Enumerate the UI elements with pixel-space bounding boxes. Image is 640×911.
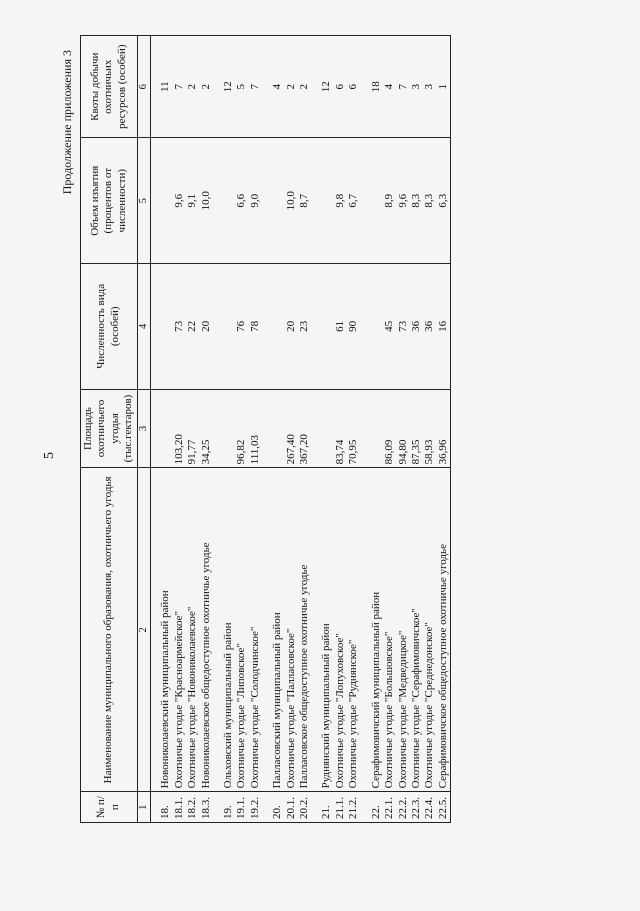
table-row: [186, 36, 199, 823]
table-row: [173, 36, 186, 823]
row-number: 21.: [320, 792, 333, 823]
col-number-3: 3: [137, 389, 151, 468]
population-cell: 73: [173, 264, 186, 390]
group-spacer-row: [262, 36, 271, 823]
spacer-cell: [213, 792, 222, 823]
hunting-ground-name: Охотничье угодье "Солодчинское": [249, 468, 262, 792]
row-number: 22.5.: [437, 792, 451, 823]
col-header-area: Площадь охотничьего угодья (тыс.гектаров): [81, 389, 138, 468]
spacer-cell: [262, 792, 271, 823]
col-number-5: 5: [137, 138, 151, 264]
table-row: [423, 36, 436, 823]
population-cell: 22: [186, 264, 199, 390]
hunting-ground-name: Палласовское общедоступное охотничье угодье: [298, 468, 311, 792]
volume-cell: [222, 138, 235, 264]
quota-cell: 2: [285, 36, 298, 138]
row-number: 22.4.: [423, 792, 436, 823]
spacer-cell: [361, 36, 370, 138]
volume-cell: 10,0: [285, 138, 298, 264]
col-header-quota: Квоты добычи охотничьих ресурсов (особей): [81, 36, 138, 138]
area-cell: [151, 389, 173, 468]
district-name: Ольховский муниципальный район: [222, 468, 235, 792]
population-cell: 45: [383, 264, 396, 390]
volume-cell: [151, 138, 173, 264]
spacer-cell: [262, 138, 271, 264]
area-cell: [370, 389, 383, 468]
district-name: Руднянский муниципальный район: [320, 468, 333, 792]
table-header-number-row: [137, 36, 151, 823]
volume-cell: 8,3: [423, 138, 436, 264]
population-cell: [370, 264, 383, 390]
quota-cell: 2: [298, 36, 311, 138]
col-header-volume: Объем изъятия (процентов от численности): [81, 138, 138, 264]
area-cell: 58,93: [423, 389, 436, 468]
row-number: 21.2.: [347, 792, 360, 823]
population-cell: 20: [285, 264, 298, 390]
population-cell: 61: [334, 264, 347, 390]
table-row: [285, 36, 298, 823]
quota-cell: 2: [200, 36, 213, 138]
volume-cell: 10,0: [200, 138, 213, 264]
row-number: 18.3.: [200, 792, 213, 823]
group-spacer-row: [311, 36, 320, 823]
area-cell: 87,35: [410, 389, 423, 468]
quota-cell: 11: [151, 36, 173, 138]
row-number: 20.1.: [285, 792, 298, 823]
spacer-cell: [262, 36, 271, 138]
row-number: 21.1.: [334, 792, 347, 823]
population-cell: [320, 264, 333, 390]
spacer-cell: [311, 36, 320, 138]
col-header-population: Численность вида (особей): [81, 264, 138, 390]
area-cell: 367,20: [298, 389, 311, 468]
table-row: [410, 36, 423, 823]
volume-cell: 6,7: [347, 138, 360, 264]
district-name: Новониколаевский муниципальный район: [151, 468, 173, 792]
hunting-ground-name: Охотничье угодье "Большовское": [383, 468, 396, 792]
row-number: 18.1.: [173, 792, 186, 823]
spacer-cell: [311, 389, 320, 468]
population-cell: 76: [235, 264, 248, 390]
row-number: 22.3.: [410, 792, 423, 823]
col-number-6: 6: [137, 36, 151, 138]
continuation-label: Продолжение приложения 3: [60, 50, 74, 195]
district-row: [370, 36, 383, 823]
area-cell: [222, 389, 235, 468]
volume-cell: [271, 138, 284, 264]
hunting-ground-name: Охотничье угодье "Серафимовичское": [410, 468, 423, 792]
quota-cell: 6: [334, 36, 347, 138]
row-number: 20.2.: [298, 792, 311, 823]
row-number: 18.2.: [186, 792, 199, 823]
row-number: 19.1.: [235, 792, 248, 823]
col-number-1: 1: [137, 792, 151, 823]
row-number: 19.: [222, 792, 235, 823]
area-cell: 111,03: [249, 389, 262, 468]
spacer-cell: [213, 138, 222, 264]
area-cell: 103,20: [173, 389, 186, 468]
area-cell: 94,80: [397, 389, 410, 468]
volume-cell: 9,6: [397, 138, 410, 264]
hunting-ground-name: Охотничье угодье "Липовское": [235, 468, 248, 792]
table-row: [347, 36, 360, 823]
area-cell: [320, 389, 333, 468]
col-number-4: 4: [137, 264, 151, 390]
area-cell: 36,96: [437, 389, 451, 468]
table-header-row: [81, 36, 138, 823]
col-header-name: Наименование муниципального образования, охотничьего угодья: [81, 468, 138, 792]
spacer-cell: [311, 264, 320, 390]
area-cell: 91,77: [186, 389, 199, 468]
table-row: [298, 36, 311, 823]
population-cell: [151, 264, 173, 390]
spacer-cell: [213, 264, 222, 390]
col-number-2: 2: [137, 468, 151, 792]
spacer-cell: [311, 468, 320, 792]
row-number: 20.: [271, 792, 284, 823]
group-spacer-row: [361, 36, 370, 823]
volume-cell: 9,8: [334, 138, 347, 264]
spacer-cell: [213, 389, 222, 468]
district-row: [222, 36, 235, 823]
table-row: [200, 36, 213, 823]
volume-cell: 6,3: [437, 138, 451, 264]
area-cell: 96,82: [235, 389, 248, 468]
spacer-cell: [262, 264, 271, 390]
hunting-ground-name: Охотничье угодье "Медведицкое": [397, 468, 410, 792]
volume-cell: [320, 138, 333, 264]
area-cell: 86,09: [383, 389, 396, 468]
row-number: 22.: [370, 792, 383, 823]
row-number: 22.2.: [397, 792, 410, 823]
population-cell: 78: [249, 264, 262, 390]
hunting-quota-table: [80, 35, 451, 823]
spacer-cell: [311, 138, 320, 264]
row-number: 18.: [151, 792, 173, 823]
volume-cell: 8,3: [410, 138, 423, 264]
population-cell: 23: [298, 264, 311, 390]
area-cell: 267,40: [285, 389, 298, 468]
volume-cell: 8,9: [383, 138, 396, 264]
spacer-cell: [361, 264, 370, 390]
col-header-num: № п/п: [81, 792, 138, 823]
population-cell: 73: [397, 264, 410, 390]
population-cell: [271, 264, 284, 390]
population-cell: 20: [200, 264, 213, 390]
group-spacer-row: [213, 36, 222, 823]
population-cell: 36: [423, 264, 436, 390]
area-cell: 83,74: [334, 389, 347, 468]
area-cell: 70,95: [347, 389, 360, 468]
quota-cell: 12: [222, 36, 235, 138]
district-row: [320, 36, 333, 823]
quota-cell: 7: [173, 36, 186, 138]
volume-cell: 8,7: [298, 138, 311, 264]
table-row: [249, 36, 262, 823]
quota-cell: 18: [370, 36, 383, 138]
quota-cell: 4: [271, 36, 284, 138]
volume-cell: 6,6: [235, 138, 248, 264]
population-cell: 90: [347, 264, 360, 390]
spacer-cell: [311, 792, 320, 823]
area-cell: [271, 389, 284, 468]
quota-cell: 3: [423, 36, 436, 138]
spacer-cell: [213, 36, 222, 138]
district-name: Серафимовичский муниципальный район: [370, 468, 383, 792]
quota-cell: 7: [249, 36, 262, 138]
quota-cell: 2: [186, 36, 199, 138]
area-cell: 34,25: [200, 389, 213, 468]
spacer-cell: [361, 468, 370, 792]
quota-cell: 4: [383, 36, 396, 138]
table-body: [151, 36, 451, 823]
spacer-cell: [213, 468, 222, 792]
row-number: 19.2.: [249, 792, 262, 823]
population-cell: 16: [437, 264, 451, 390]
quota-cell: 5: [235, 36, 248, 138]
table-row: [235, 36, 248, 823]
quota-cell: 1: [437, 36, 451, 138]
district-name: Палласовский муниципальный район: [271, 468, 284, 792]
volume-cell: 9,0: [249, 138, 262, 264]
page-number: 5: [42, 452, 57, 459]
quota-cell: 7: [397, 36, 410, 138]
hunting-ground-name: Охотничье угодье "Новониколаевское": [186, 468, 199, 792]
hunting-ground-name: Серафимовичское общедоступное охотничье угодье: [437, 468, 451, 792]
population-cell: [222, 264, 235, 390]
district-row: [151, 36, 173, 823]
spacer-cell: [361, 138, 370, 264]
district-row: [271, 36, 284, 823]
table-row: [334, 36, 347, 823]
table-row: [437, 36, 451, 823]
volume-cell: 9,1: [186, 138, 199, 264]
spacer-cell: [262, 389, 271, 468]
quota-cell: 12: [320, 36, 333, 138]
hunting-ground-name: Новониколаевское общедоступное охотничье угодье: [200, 468, 213, 792]
hunting-ground-name: Охотничье угодье "Среднедонское": [423, 468, 436, 792]
table-row: [383, 36, 396, 823]
volume-cell: [370, 138, 383, 264]
table-row: [397, 36, 410, 823]
population-cell: 36: [410, 264, 423, 390]
quota-cell: 6: [347, 36, 360, 138]
quota-cell: 3: [410, 36, 423, 138]
spacer-cell: [262, 468, 271, 792]
hunting-ground-name: Охотничье угодье "Лопуховское": [334, 468, 347, 792]
row-number: 22.1.: [383, 792, 396, 823]
hunting-ground-name: Охотничье угодье "Палласовское": [285, 468, 298, 792]
spacer-cell: [361, 792, 370, 823]
hunting-ground-name: Охотничье угодье "Руднянское": [347, 468, 360, 792]
volume-cell: 9,6: [173, 138, 186, 264]
spacer-cell: [361, 389, 370, 468]
hunting-ground-name: Охотничье угодье "Красноармейское": [173, 468, 186, 792]
